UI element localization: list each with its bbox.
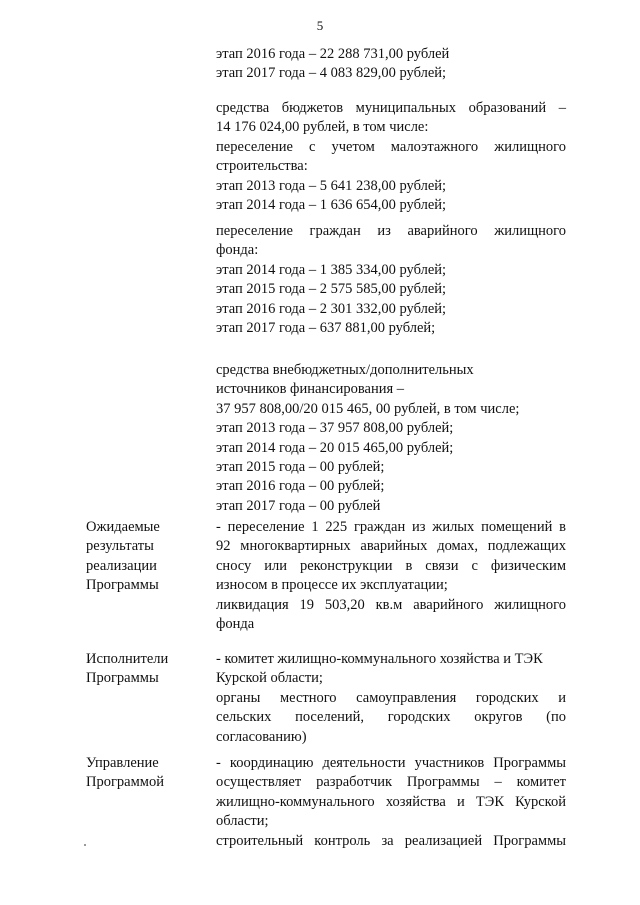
- executors-text: - комитет жилищно-коммунального хозяйства и ТЭК Курской области; органы местного самоуправления городских и сельских поселений, городских округов (по согласованию): [216, 651, 566, 745]
- offbudget-total: 37 957 808,00/20 015 465, 00 рублей, в том числе;: [216, 400, 520, 417]
- stage-line: этап 2017 года – 00 рублей: [216, 497, 381, 514]
- lowrise-heading-tail: строительства:: [216, 158, 308, 175]
- municipal-heading: средства бюджетов муниципальных образований –: [216, 100, 566, 116]
- page-number: 5: [316, 18, 324, 33]
- emergency-heading-tail: фонда:: [216, 242, 259, 259]
- stage-line: этап 2015 года – 00 рублей;: [216, 459, 385, 476]
- stage-line: этап 2017 года – 4 083 829,00 рублей;: [216, 65, 447, 82]
- federal-stages-continued: [216, 45, 566, 84]
- offbudget-section: [216, 361, 566, 516]
- municipal-total: 14 176 024,00 рублей, в том числе:: [216, 119, 429, 136]
- scan-speck: [84, 844, 86, 846]
- executors-label: Исполнители Программы: [86, 651, 169, 687]
- stage-line: этап 2014 года – 1 636 654,00 рублей;: [216, 197, 447, 214]
- offbudget-heading: средства внебюджетных/дополнительных: [216, 362, 474, 378]
- stage-line: этап 2014 года – 20 015 465,00 рублей;: [216, 439, 454, 456]
- stage-line: этап 2016 года – 2 301 332,00 рублей;: [216, 300, 447, 317]
- stage-line: этап 2014 года – 1 385 334,00 рублей;: [216, 261, 447, 278]
- stage-line: этап 2016 года – 22 288 731,00 рублей: [216, 46, 450, 62]
- offbudget-heading: источников финансирования –: [216, 381, 405, 398]
- municipal-budget-section: [216, 99, 566, 215]
- management-text: - координацию деятельности участников Программы осуществляет разработчик Программы – комитет жилищно-коммунального хозяйства и ТЭК Курской области; строительный контроль за реализацией Программы: [216, 755, 566, 849]
- lowrise-heading: переселение с учетом малоэтажного жилищного: [216, 138, 566, 155]
- management-label: Управление Программой: [86, 755, 164, 791]
- results-text: - переселение 1 225 граждан из жилых помещений в 92 многоквартирных аварийных домах, подлежащих сносу или реконструкции в связи с физическим износом в процессе их эксплуатации; ликвидация 19 503,20 кв.м аварийного жилищного фонда: [216, 519, 566, 633]
- stage-line: этап 2017 года – 637 881,00 рублей;: [216, 320, 436, 337]
- stage-line: этап 2013 года – 5 641 238,00 рублей;: [216, 177, 447, 194]
- emergency-heading: переселение граждан из аварийного жилищного: [216, 223, 566, 239]
- stage-line: этап 2013 года – 37 957 808,00 рублей;: [216, 420, 454, 437]
- results-label: Ожидаемые результаты реализации Программы: [86, 519, 160, 594]
- stage-line: этап 2015 года – 2 575 585,00 рублей;: [216, 281, 447, 298]
- stage-line: этап 2016 года – 00 рублей;: [216, 478, 385, 495]
- emergency-resettlement-section: [216, 222, 566, 338]
